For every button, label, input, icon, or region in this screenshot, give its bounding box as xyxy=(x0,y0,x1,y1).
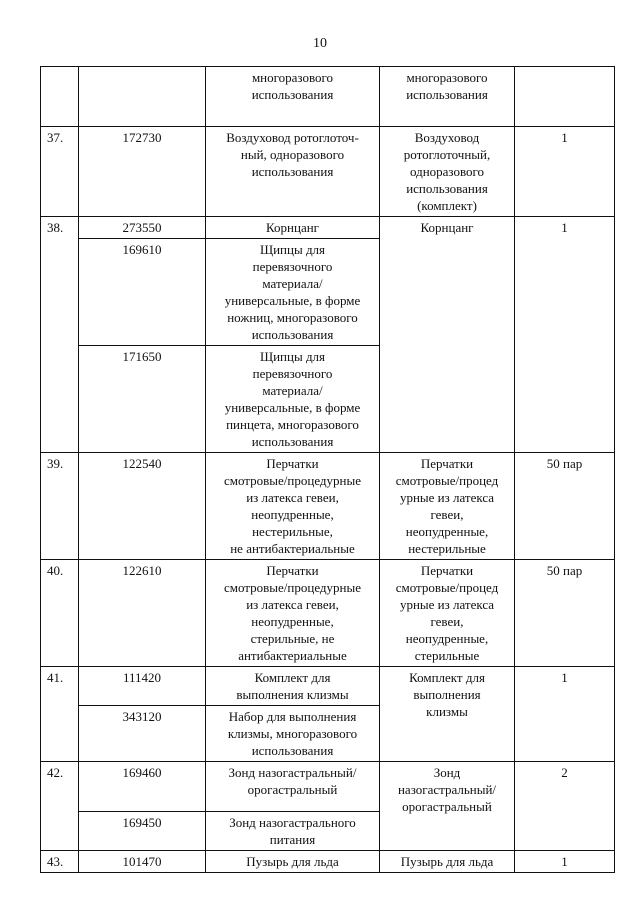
item-group: Зонд назогастральный/ орогастральный xyxy=(380,762,515,851)
row-number: 42. xyxy=(41,762,79,851)
item-code: 172730 xyxy=(79,127,206,217)
item-code: 343120 xyxy=(79,706,206,762)
item-code xyxy=(79,67,206,127)
item-quantity: 50 пар xyxy=(515,453,615,560)
item-group: Перчатки смотровые/процед урные из латекса гевеи, неопудренные, нестерильные xyxy=(380,453,515,560)
item-code: 169460 xyxy=(79,762,206,812)
row-number: 40. xyxy=(41,560,79,667)
item-name: Зонд назогастрального питания xyxy=(206,812,380,851)
item-name: Пузырь для льда xyxy=(206,851,380,873)
item-quantity: 2 xyxy=(515,762,615,851)
item-code: 169450 xyxy=(79,812,206,851)
item-group: Комплект для выполнения клизмы xyxy=(380,667,515,762)
item-code: 122610 xyxy=(79,560,206,667)
table-row xyxy=(41,67,615,127)
table-row xyxy=(41,127,615,217)
row-number: 38. xyxy=(41,217,79,453)
table-row xyxy=(41,762,615,812)
item-name: Щипцы для перевязочного материала/ универсальные, в форме ножниц, многоразового использования xyxy=(206,239,380,346)
item-name: Набор для выполнения клизмы, многоразового использования xyxy=(206,706,380,762)
item-code: 122540 xyxy=(79,453,206,560)
page-number: 10 xyxy=(313,36,327,51)
item-quantity: 1 xyxy=(515,217,615,453)
item-quantity xyxy=(515,67,615,127)
row-number xyxy=(41,67,79,127)
item-group: многоразового использования xyxy=(380,67,515,127)
row-number: 43. xyxy=(41,851,79,873)
item-group: Пузырь для льда xyxy=(380,851,515,873)
item-name: Корнцанг xyxy=(206,217,380,239)
item-code: 111420 xyxy=(79,667,206,706)
item-name: Щипцы для перевязочного материала/ универсальные, в форме пинцета, многоразового использования xyxy=(206,346,380,453)
table-row xyxy=(41,217,615,239)
item-code: 101470 xyxy=(79,851,206,873)
table-row xyxy=(41,667,615,706)
item-quantity: 1 xyxy=(515,127,615,217)
item-name: Комплект для выполнения клизмы xyxy=(206,667,380,706)
row-number: 39. xyxy=(41,453,79,560)
table-row xyxy=(41,560,615,667)
table-row xyxy=(41,851,615,873)
item-name: Воздуховод ротоглоточ- ный, одноразового использования xyxy=(206,127,380,217)
item-name: многоразового использования xyxy=(206,67,380,127)
item-code: 171650 xyxy=(79,346,206,453)
item-quantity: 50 пар xyxy=(515,560,615,667)
item-group: Корнцанг xyxy=(380,217,515,453)
item-name: Перчатки смотровые/процедурные из латекса гевеи, неопудренные, стерильные, не антибактериальные xyxy=(206,560,380,667)
table-row xyxy=(41,453,615,560)
item-group: Воздуховод ротоглоточный, одноразового использования (комплект) xyxy=(380,127,515,217)
item-name: Зонд назогастральный/ орогастральный xyxy=(206,762,380,812)
item-quantity: 1 xyxy=(515,667,615,762)
item-code: 169610 xyxy=(79,239,206,346)
medical-items-table xyxy=(40,66,615,873)
row-number: 37. xyxy=(41,127,79,217)
item-code: 273550 xyxy=(79,217,206,239)
item-name: Перчатки смотровые/процедурные из латекса гевеи, неопудренные, нестерильные, не антибактериальные xyxy=(206,453,380,560)
item-quantity: 1 xyxy=(515,851,615,873)
item-group: Перчатки смотровые/процед урные из латекса гевеи, неопудренные, стерильные xyxy=(380,560,515,667)
row-number: 41. xyxy=(41,667,79,762)
